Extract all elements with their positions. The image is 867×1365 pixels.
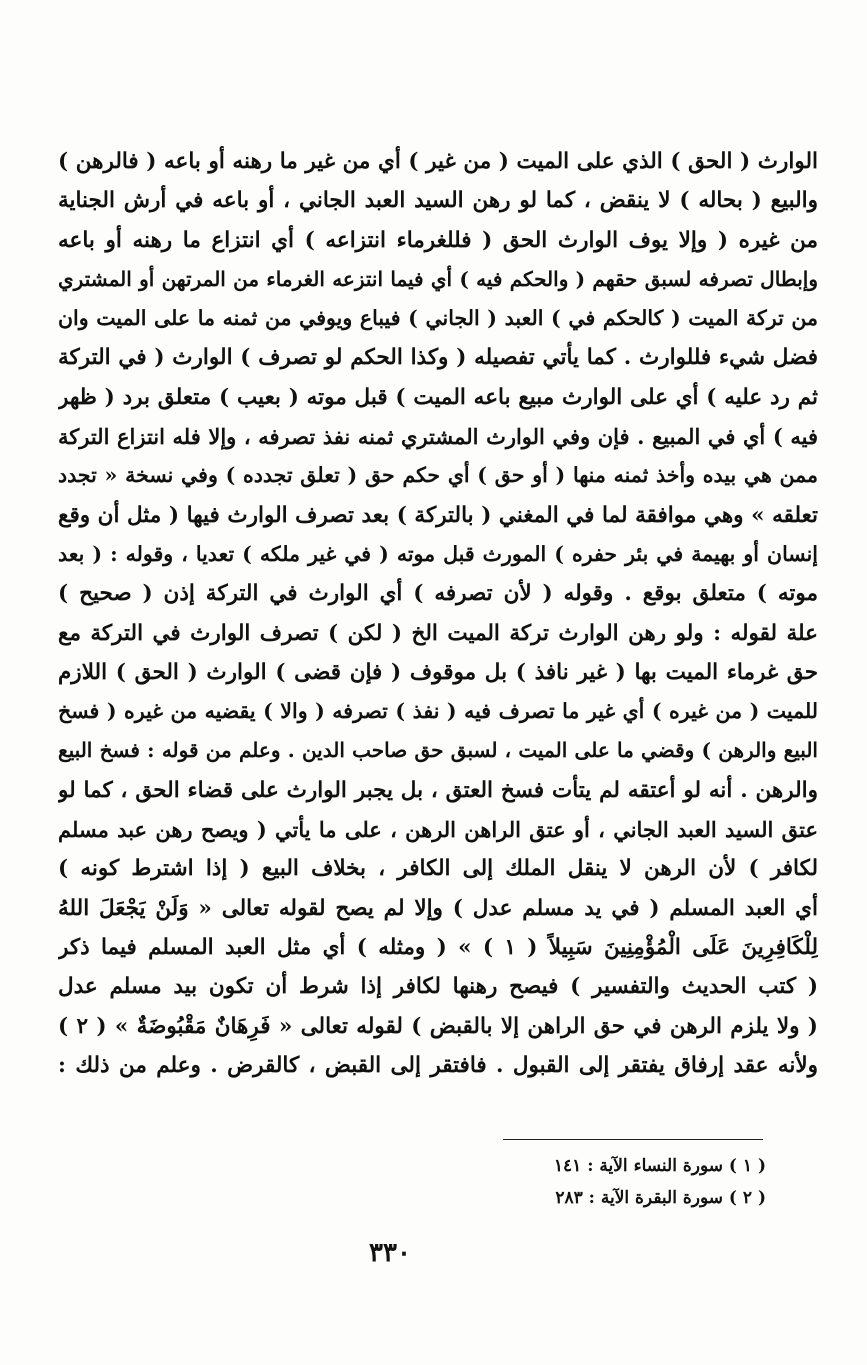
body-line: حق غرماء الميت بها ( غير نافذ ) بل موقوف ( فإن قضى ) الوارث ( الحق ) اللازم xyxy=(58,659,818,685)
body-line: البيع والرهن ) وقضي ما على الميت ، لسبق حق صاحب الدين . وعلم من قوله : فسخ البيع xyxy=(58,738,818,763)
body-line: ( كتب الحديث والتفسير ) فيصح رهنها لكافر إذا شرط أن تكون بيد مسلم عدل xyxy=(58,974,818,1000)
body-line: عتق السيد العبد الجاني ، أو عتق الراهن الرهن ، على ما يأتي ( ويصح رهن عبد مسلم xyxy=(58,817,818,843)
footnote-separator xyxy=(503,1139,763,1140)
body-text xyxy=(58,142,818,1085)
footnote-1: ( ١ ) سورة النساء الآية : ١٤١ xyxy=(553,1156,766,1176)
body-line: من تركة الميت ( كالحكم في ) العبد ( الجاني ) فيباع ويوفي من ثمنه ما على الميت وان xyxy=(58,306,818,331)
body-line: علة لقوله : ولو رهن الوارث تركة الميت الخ ( لكن ) تصرف الوارث في التركة مع xyxy=(58,620,818,646)
footnote-2: ( ٢ ) سورة البقرة الآية : ٢٨٣ xyxy=(555,1188,766,1208)
body-line: موته ) متعلق بوقع . وقوله ( لأن تصرفه ) أي الوارث في التركة إذن ( صحيح ) xyxy=(58,581,818,607)
body-line: ممن هي بيده وأخذ ثمنه منها ( أو حق ) أي حكم حق ( تعلق تجدده ) وفي نسخة « تجدد xyxy=(58,463,818,488)
body-line: ولأنه عقد إرفاق يفتقر إلى القبول . فافتقر إلى القبض ، كالقرض . وعلم من ذلك : xyxy=(58,1052,818,1078)
body-line: والرهن . أنه لو أعتقه لم يتأت فسخ العتق ، بل يجبر الوارث على قضاء الحق ، كما لو xyxy=(58,777,818,803)
body-line: ثم رد عليه ) أي على الوارث مبيع باعه الميت ) قبل موته ( بعيب ) متعلق برد ( ظهر xyxy=(58,384,818,410)
body-line: والبيع ( بحاله ) لا ينقض ، كما لو رهن السيد العبد الجاني ، أو باعه في أرش الجناية xyxy=(58,188,818,214)
body-line: من غيره ( وإلا يوف الوارث الحق ( فللغرماء انتزاعه ) أي انتزاع ما رهنه أو باعه xyxy=(58,227,818,253)
body-line: لكافر ) لأن الرهن لا ينقل الملك إلى الكافر ، بخلاف البيع ( إذا اشترط كونه ) xyxy=(58,856,818,882)
body-line: تعلقه » وهي موافقة لما في المغني ( بالتركة ) بعد تصرف الوارث فيها ( مثل أن وقع xyxy=(58,502,818,528)
body-line: وإبطال تصرفه لسبق حقهم ( والحكم فيه ) أي فيما انتزعه الغرماء من المرتهن أو المشتري xyxy=(58,266,818,291)
body-line: لِلْكَافِرِينَ عَلَى الْمُؤْمِنِينَ سَبِيلاً ( ١ ) » ( ومثله ) أي مثل العبد المسلم فيما ذكر xyxy=(58,934,818,960)
body-line: الوارث ( الحق ) الذي على الميت ( من غير ) أي من غير ما رهنه أو باعه ( فالرهن ) xyxy=(58,149,818,174)
body-line: أي العبد المسلم ( في يد مسلم عدل ) وإلا لم يصح لقوله تعالى « وَلَنْ يَجْعَلَ اللهُ xyxy=(58,895,818,921)
body-line: إنسان أو بهيمة في بئر حفره ) المورث قبل موته ( في غير ملكه ) تعديا ، وقوله : ( بعد xyxy=(58,541,818,566)
body-line: فضل شيء فللوارث . كما يأتي تفصيله ( وكذا الحكم لو تصرف ) الوارث ( في التركة xyxy=(58,345,818,371)
page-number: ٣٣٠ xyxy=(369,1238,411,1268)
body-line: فيه ) أي في المبيع . فإن وفي الوارث المشتري ثمنه نفذ تصرفه ، وإلا فله انتزاع التركة xyxy=(58,424,818,450)
footnotes xyxy=(400,1150,766,1214)
body-line: ( ولا يلزم الرهن في حق الراهن إلا بالقبض ) لقوله تعالى « فَرِهَانٌ مَقْبُوضَةٌ » ( ٢ ) xyxy=(58,1013,818,1039)
body-line: للميت ( من غيره ) أي غير ما تصرف فيه ( نفذ ) تصرفه ( والا ) يقضيه من غيره ( فسخ xyxy=(58,699,818,724)
